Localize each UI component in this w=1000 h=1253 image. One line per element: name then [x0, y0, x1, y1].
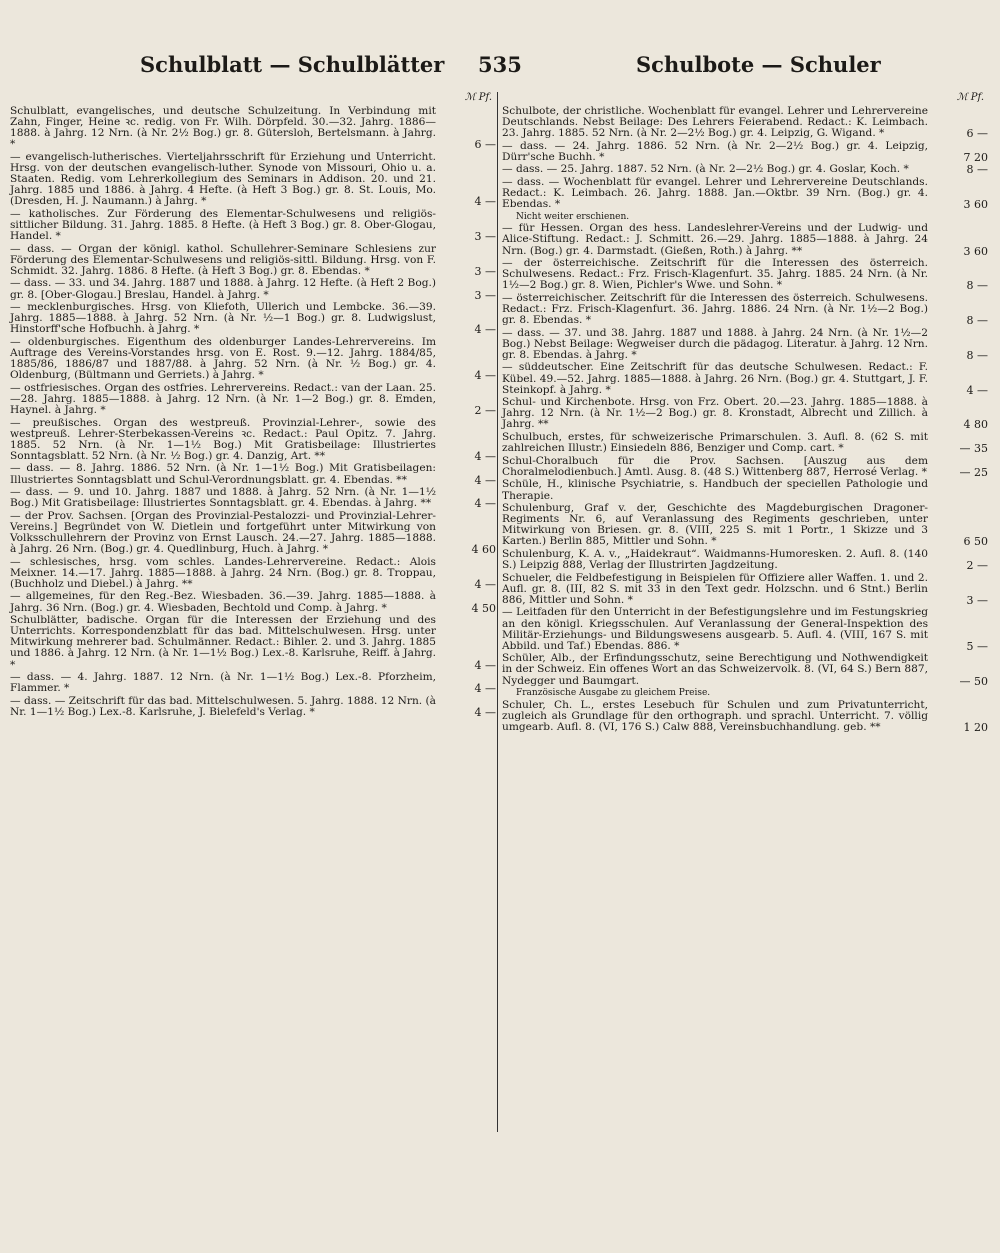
catalog-entry [502, 223, 988, 256]
running-head-left: Schulblatt — Schulblätter [140, 52, 445, 77]
catalog-entry [10, 278, 496, 300]
entry-price: 7 20 [963, 150, 988, 164]
entry-text: — ostfriesisches. Organ des ostfries. Lehrervereins. Redact.: van der Laan. 25.—28. Jahrg. 1885—1888. à Jahrg. 12 Nrn. (à Nr. 1—2 Bog.) gr. 8. Emden, Haynel. à Jahrg. * [10, 381, 436, 416]
entry-price: 8 — [966, 163, 988, 177]
entry-text: — mecklenburgisches. Hrsg. von Kliefoth, Ullerich und Lembcke. 36.—39. Jahrg. 1885—1888. à Jahrg. 52 Nrn. (à Nr. ½—1 Bog.) gr. 8. Ludwigslust, Hinstorff'sche Hofbuchh. à Jahrg. * [10, 301, 436, 336]
entry-price: — 50 [959, 674, 988, 688]
entry-text: Schueler, die Feldbefestigung in Beispielen für Offiziere aller Waffen. 1. und 2. Aufl. gr. 8. (III, 82 S. mit 33 in den Text gedr. Holzschn. und 6 Stnt.) Berlin 886, Mittler und Sohn. * [502, 571, 928, 606]
entry-text: — dass. — 9. und 10. Jahrg. 1887 und 1888. à Jahrg. 52 Nrn. (à Nr. 1—1½ Bog.) Mit Gratisbeilage: Illustriertes Sonntagsblatt. gr. 4. Ebendas. à Jahrg. ** [10, 486, 436, 510]
catalog-entry [10, 487, 496, 509]
catalog-entry [502, 293, 988, 326]
entry-price: 6 — [966, 127, 988, 141]
entry-price: 6 50 [963, 535, 988, 549]
entry-text: — dass. — 24. Jahrg. 1886. 52 Nrn. (à Nr. 2—2½ Bog.) gr. 4. Leipzig, Dürr'sche Buchh. * [502, 139, 928, 163]
catalog-entry [502, 607, 988, 651]
entry-text: Schulblätter, badische. Organ für die Interessen der Erziehung und des Unterrichts. Korrespondenzblatt für das bad. Mittelschulwesen. Hrsg. unter Mitwirkung mehrerer bad. Schulmänner. Redact.: Bihler. 2. und 3. Jahrg. 1885 und 1886. à Jahrg. 12 Nrn. (à Nr. 1—1½ Bog.) Lex.-8. Karlsruhe, Reiff. à Jahrg. * [10, 614, 436, 671]
catalog-entry [502, 362, 988, 395]
entry-price: 5 — [966, 639, 988, 653]
left-entry-list [10, 106, 496, 718]
entry-text: — dass. — 37. und 38. Jahrg. 1887 und 1888. à Jahrg. 24 Nrn. (à Nr. 1½—2 Bog.) Nebst Beilage: Wegweiser durch die pädagog. Literatur. à Jahrg. 12 Nrn. gr. 8. Ebendas. à Jahrg. * [502, 326, 928, 361]
entry-price: 3 60 [963, 244, 988, 258]
price-column-heading: ℳ Pf. [956, 92, 984, 103]
entry-price: 2 — [474, 403, 496, 417]
catalog-entry [10, 463, 496, 485]
entry-text: Schüler, Alb., der Erfindungsschutz, seine Berechtigung und Nothwendigkeit in der Schweiz. Ein offenes Wort an das Schweizervolk. 8. (VI, 64 S.) Bern 887, Nydegger und Baumgart. [502, 652, 928, 687]
entry-text: — dass. — Wochenblatt für evangel. Lehrer und Lehrervereine Deutschlands. Redact.: K. Leimbach. 26. Jahrg. 1888. Jan.—Oktbr. 39 Nrn. (Bog.) gr. 4. Ebendas. * [502, 176, 928, 211]
entry-text: — katholisches. Zur Förderung des Elementar-Schulwesens und religiös-sittlicher Bildung. 31. Jahrg. 1885. 8 Hefte. (à Heft 3 Bog.) gr. 8. Ober-Glogau, Handel. * [10, 207, 436, 243]
entry-price: 6 — [474, 138, 496, 152]
catalog-entry [10, 209, 496, 242]
catalog-entry [10, 511, 496, 555]
catalog-entry [10, 152, 496, 207]
entry-price: 4 — [474, 682, 496, 696]
page-number: 535 [478, 52, 522, 77]
entry-price: 4 — [474, 369, 496, 383]
catalog-entry [10, 418, 496, 462]
entry-text: — Leitfaden für den Unterricht in der Befestigungslehre und im Festungskrieg an den königl. Kriegsschulen. Auf Veranlassung der General-Inspektion des Militär-Erziehungs- und Bildungswesens ausgearb. 5. Aufl. 4. (VIII, 167 S. mit Abbild. und Taf.) Ebendas. 886. * [502, 606, 928, 652]
price-column-heading: ℳ Pf. [464, 92, 492, 103]
entry-price: 3 — [966, 593, 988, 607]
entry-price: 8 — [966, 279, 988, 293]
entry-price: 1 20 [963, 720, 988, 734]
entry-price: 4 — [474, 473, 496, 487]
catalog-entry [10, 106, 496, 150]
catalog-entry [502, 549, 988, 571]
entry-price: 8 — [966, 348, 988, 362]
catalog-entry [10, 557, 496, 590]
catalog-entry [10, 302, 496, 335]
entry-price: 3 — [474, 288, 496, 302]
entry-text: Schulbote, der christliche. Wochenblatt für evangel. Lehrer und Lehrervereine Deutschlands. Nebst Beilage: Des Lehrers Feierabend. Redact.: K. Leimbach. 23. Jahrg. 1885. 52 Nrn. (à Nr. 2—2½ Bog.) gr. 4. Leipzig, G. Wigand. * [502, 105, 928, 140]
page-header [0, 52, 1000, 92]
catalog-entry [502, 479, 988, 501]
catalog-entry [502, 328, 988, 361]
catalog-entry [502, 106, 988, 139]
entry-price: 8 — [966, 314, 988, 328]
entry-text: — schlesisches, hrsg. vom schles. Landes-Lehrervereine. Redact.: Alois Meixner. 14.—17. Jahrg. 1885—1888. à Jahrg. 24 Nrn. (Bog.) gr. 8. Troppau, (Buchholz und Diebel.) à Jahrg. ** [10, 555, 436, 590]
catalog-entry [10, 591, 496, 613]
catalog-entry [10, 244, 496, 277]
entry-price: — 25 [959, 465, 988, 479]
catalog-entry [502, 177, 988, 210]
catalog-entry [10, 615, 496, 670]
entry-text: — dass. — Zeitschrift für das bad. Mittelschulwesen. 5. Jahrg. 1888. 12 Nrn. (à Nr. 1—1½ Bog.) Lex.-8. Karlsruhe, J. Bielefeld's Verlag. * [10, 694, 436, 718]
right-column [502, 92, 988, 734]
entry-text: — süddeutscher. Eine Zeitschrift für das deutsche Schulwesen. Redact.: F. Kübel. 49.—52. Jahrg. 1885—1888. à Jahrg. 26 Nrn. (Bog.) gr. 4. Stuttgart, J. F. Steinkopf. à Jahrg. * [502, 361, 928, 396]
entry-text: — der österreichische. Zeitschrift für die Interessen des österreich. Schulwesens. Redact.: Frz. Frisch-Klagenfurt. 35. Jahrg. 1885. 24 Nrn. (à Nr. 1½—2 Bog.) gr. 8. Wien, Pichler's Wwe. und Sohn. * [502, 257, 928, 292]
entry-price: 3 — [474, 230, 496, 244]
catalog-note [502, 212, 988, 222]
catalog-entry [502, 503, 988, 547]
entry-text: Französische Ausgabe zu gleichem Preise. [516, 688, 711, 699]
entry-price: — 35 [959, 442, 988, 456]
entry-text: — preußisches. Organ des westpreuß. Provinzial-Lehrer-, sowie des westpreuß. Lehrer-Sterbekassen-Vereins ꝛc. Redact.: Paul Opitz. 7. Jahrg. 1885. 52 Nrn. (à Nr. 1—1½ Bog.) Mit Gratisbeilage: Illustriertes Sonntagsblatt. 52 Nrn. (à Nr. ½ Bog.) gr. 4. Danzig, Art. ** [10, 416, 436, 462]
catalog-entry [502, 432, 988, 454]
entry-text: Schuler, Ch. L., erstes Lesebuch für Schulen und zum Privatunterricht, zugleich als Grundlage für den orthograph. und sprachl. Unterricht. 7. völlig umgearb. Aufl. 8. (VI, 176 S.) Calw 888, Vereinsbuchhandlung. geb. ** [502, 698, 928, 733]
entry-price: 4 50 [471, 601, 496, 615]
entry-text: Schul-Choralbuch für die Prov. Sachsen. [Auszug aus dem Choralmelodienbuch.] Amtl. Ausg. 8. (48 S.) Wittenberg 887, Herrosé Verlag. * [502, 454, 928, 478]
entry-text: — österreichischer. Zeitschrift für die Interessen des österreich. Schulwesens. Redact.: Frz. Frisch-Klagenfurt. 36. Jahrg. 1886. 24 Nrn. (à Nr. 1½—2 Bog.) gr. 8. Ebendas. * [502, 291, 928, 327]
entry-price: 4 80 [963, 418, 988, 432]
entry-price: 2 — [966, 559, 988, 573]
entry-text: Schulenburg, K. A. v., „Haidekraut“. Waidmanns-Humoresken. 2. Aufl. 8. (140 S.) Leipzig 888, Verlag der Illustrirten Jagdzeitung. [502, 547, 928, 572]
entry-text: — oldenburgisches. Eigenthum des oldenburger Landes-Lehrervereins. Im Auftrage des Vereins-Vorstandes hrsg. von E. Rost. 9.—12. Jahrg. 1884/85, 1885/86, 1886/87 und 1887/88. à Jahrg. 52 Nrn. (à Nr. ½ Bog.) gr. 4. Oldenburg, (Bültmann und Gerriets.) à Jahrg. * [10, 335, 436, 382]
catalog-entry [10, 672, 496, 694]
catalog-note [502, 688, 988, 698]
entry-price: 4 60 [471, 543, 496, 557]
catalog-entry [502, 164, 988, 175]
left-column [10, 92, 496, 719]
entry-text: Schulblatt, evangelisches, und deutsche Schulzeitung. In Verbindung mit Zahn, Finger, Heine ꝛc. redig. von Fr. Wilh. Dörpfeld. 30.—32. Jahrg. 1886—1888. à Jahrg. 12 Nrn. (à Nr. 2½ Bog.) gr. 8. Gütersloh, Bertelsmann. à Jahrg. * [10, 105, 436, 151]
catalog-entry [502, 141, 988, 163]
entry-text: — allgemeines, für den Reg.-Bez. Wiesbaden. 36.—39. Jahrg. 1885—1888. à Jahrg. 36 Nrn. (Bog.) gr. 4. Wiesbaden, Bechtold und Comp. à Jahrg. * [10, 590, 436, 614]
entry-text: — dass. — 4. Jahrg. 1887. 12 Nrn. (à Nr. 1—1½ Bog.) Lex.-8. Pforzheim, Flammer. * [10, 671, 436, 695]
catalog-entry [502, 573, 988, 606]
entry-price: 4 — [474, 323, 496, 337]
entry-text: — der Prov. Sachsen. [Organ des Provinzial-Pestalozzi- und Provinzial-Lehrer-Vereins.] Begründet von W. Dietlein und fortgeführt unter Mitwirkung von Volksschullehrern der Provinz von Ernst Lausch. 24.—27. Jahrg. 1885—1888. à Jahrg. 26 Nrn. (Bog.) gr. 4. Quedlinburg, Huch. à Jahrg. * [10, 509, 436, 556]
right-entry-list [502, 106, 988, 733]
entry-price: 3 — [474, 264, 496, 278]
entry-text: Schulbuch, erstes, für schweizerische Primarschulen. 3. Aufl. 8. (62 S. mit zahlreichen Illustr.) Einsiedeln 886, Benziger und Comp. cart. * [502, 431, 928, 455]
entry-text: — dass. — Organ der königl. kathol. Schullehrer-Seminare Schlesiens zur Förderung des Elementar-Schulwesens und religiös-sittl. Bildung. Hrsg. von F. Schmidt. 32. Jahrg. 1886. 8 Hefte. (à Heft 3 Bog.) gr. 8. Ebendas. * [10, 242, 436, 277]
entry-text: — dass. — 8. Jahrg. 1886. 52 Nrn. (à Nr. 1—1½ Bog.) Mit Gratisbeilagen: Illustriertes Sonntagsblatt und Schul-Verordnungsblatt. gr. 4. Ebendas. ** [10, 462, 436, 486]
catalog-entry [502, 700, 988, 733]
entry-price: 3 60 [963, 198, 988, 212]
entry-price: 4 — [474, 658, 496, 672]
entry-text: Nicht weiter erschienen. [516, 211, 630, 222]
entry-price: 4 — [474, 195, 496, 209]
running-head-right: Schulbote — Schuler [636, 52, 881, 77]
catalog-entry [502, 653, 988, 686]
column-divider [497, 92, 498, 1132]
entry-price: 4 — [474, 449, 496, 463]
catalog-entry [502, 397, 988, 430]
entry-price: 4 — [474, 705, 496, 719]
entry-text: Schul- und Kirchenbote. Hrsg. von Frz. Obert. 20.—23. Jahrg. 1885—1888. à Jahrg. 12 Nrn. (à Nr. 1½—2 Bog.) gr. 8. Kronstadt, Albrecht und Zillich. à Jahrg. ** [502, 396, 928, 431]
entry-text: — evangelisch-lutherisches. Vierteljahrsschrift für Erziehung und Unterricht. Hrsg. von der deutschen evangelisch-luther. Synode von Missouri, Ohio u. a. Staaten. Redig. vom Lehrerkollegium des Seminars in Addison. 20. und 21. Jahrg. 1885 und 1886. à Jahrg. 4 Hefte. (à Heft 3 Bog.) gr. 8. St. Louis, Mo. (Dresden, H. J. Naumann.) à Jahrg. * [10, 150, 436, 208]
catalog-entry [502, 258, 988, 291]
entry-price: 4 — [474, 577, 496, 591]
catalog-entry [10, 696, 496, 718]
entry-text: — dass. — 33. und 34. Jahrg. 1887 und 1888. à Jahrg. 12 Hefte. (à Heft 2 Bog.) gr. 8. [Ober-Glogau.] Breslau, Handel. à Jahrg. * [10, 277, 436, 301]
entry-price: 4 — [474, 497, 496, 511]
catalog-entry [10, 337, 496, 381]
entry-text: Schulenburg, Graf v. der, Geschichte des Magdeburgischen Dragoner-Regiments Nr. 6, auf Veranlassung des Regiments geschrieben, unter Mitwirkung von Briesen. gr. 8. (VIII, 225 S. mit 1 Portr., 1 Skizze und 3 Karten.) Berlin 885, Mittler und Sohn. * [502, 502, 928, 548]
entry-text: Schüle, H., klinische Psychiatrie, s. Handbuch der speciellen Pathologie und Therapie. [502, 478, 928, 502]
entry-price: 4 — [966, 383, 988, 397]
catalog-entry [502, 456, 988, 478]
entry-text: — dass. — 25. Jahrg. 1887. 52 Nrn. (à Nr. 2—2½ Bog.) gr. 4. Goslar, Koch. * [502, 163, 909, 176]
catalog-entry [10, 383, 496, 416]
entry-text: — für Hessen. Organ des hess. Landeslehrer-Vereins und der Ludwig- und Alice-Stiftung. Redact.: J. Schmitt. 26.—29. Jahrg. 1885—1888. à Jahrg. 24 Nrn. (Bog.) gr. 4. Darmstadt. (Gießen, Roth.) à Jahrg. ** [502, 222, 928, 257]
